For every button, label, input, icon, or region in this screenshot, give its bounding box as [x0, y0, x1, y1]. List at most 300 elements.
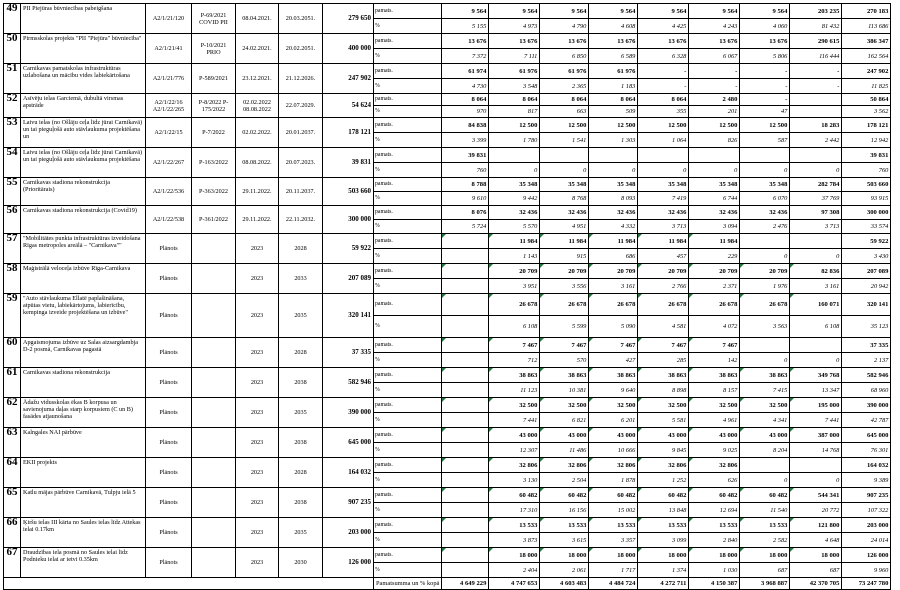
principal-value — [442, 294, 489, 316]
table-row — [4, 64, 891, 79]
principal-value: 203 000 — [842, 518, 891, 533]
percent-value: 9 389 — [842, 473, 891, 488]
percent-label: % — [374, 473, 442, 488]
principal-value: - — [689, 64, 740, 79]
totals-label: Pamatsumma un % kopā — [374, 578, 442, 590]
percent-value: 0 — [790, 353, 842, 368]
principal-value: 12 500 — [638, 118, 689, 133]
percent-value: 6 589 — [589, 49, 638, 64]
percent-value: 4 973 — [489, 19, 540, 34]
percent-value: 4 341 — [740, 413, 790, 428]
loan-total: 400 000 — [323, 34, 374, 64]
principal-value: 13 533 — [489, 518, 540, 533]
loan-total: 582 946 — [323, 368, 374, 398]
end-date: 2028 — [279, 338, 323, 368]
percent-value — [442, 316, 489, 338]
principal-value: 195 000 — [790, 398, 842, 413]
agreement-code: Plānots — [146, 264, 192, 294]
start-date: 08.04.2021. — [236, 4, 279, 34]
principal-value: 35 348 — [540, 178, 589, 192]
principal-value: 97 308 — [790, 206, 842, 220]
end-date: 2030 — [279, 548, 323, 578]
table-row — [4, 368, 891, 383]
end-date: 2028 — [279, 234, 323, 264]
principal-value: 38 863 — [540, 368, 589, 383]
principal-value: 12 500 — [589, 118, 638, 133]
percent-value: 11 486 — [540, 443, 589, 458]
project-name-text: Carnikavas pamatskolas infrastruktūras uzlabošana un mācību vides labiekārtošana — [23, 65, 130, 79]
principal-value: 32 436 — [489, 206, 540, 220]
end-date: 2028 — [279, 458, 323, 488]
project-name — [21, 458, 146, 488]
percent-value: 6 201 — [589, 413, 638, 428]
percent-value: 626 — [689, 473, 740, 488]
percent-value: 8 768 — [540, 192, 589, 206]
percent-value: - — [790, 79, 842, 94]
decision-doc — [192, 488, 236, 518]
decision-doc — [192, 234, 236, 264]
principal-value — [790, 234, 842, 249]
percent-value: 3 713 — [790, 220, 842, 234]
principal-value — [442, 338, 489, 353]
principal-value: 60 482 — [589, 488, 638, 503]
principal-value: 38 863 — [638, 368, 689, 383]
loan-total: 54 624 — [323, 94, 374, 118]
principal-value: 26 678 — [638, 294, 689, 316]
agreement-code: A2/1/21/120 — [146, 4, 192, 34]
percent-value: 3 357 — [589, 533, 638, 548]
row-number: 62 — [4, 398, 21, 428]
project-name — [21, 94, 146, 118]
percent-value: 13 347 — [790, 383, 842, 398]
end-date: 2033 — [279, 264, 323, 294]
percent-value: 76 301 — [842, 443, 891, 458]
principal-value — [740, 338, 790, 353]
percent-value: 2 404 — [489, 563, 540, 578]
principal-value: - — [740, 64, 790, 79]
percent-value: 2 766 — [638, 279, 689, 294]
principal-value: 43 000 — [740, 428, 790, 443]
percent-label: % — [374, 79, 442, 94]
table-row — [4, 234, 891, 249]
principal-value: 39 831 — [442, 148, 489, 163]
principal-value: 32 436 — [540, 206, 589, 220]
decision-doc: P-7/2022 — [192, 118, 236, 148]
project-name-text: Ķiršu ielas III kārta no Saules ielas līdz Attekas ielai 0.17km — [23, 519, 141, 533]
principal-label: pamats. — [374, 398, 442, 413]
row-number: 51 — [4, 64, 21, 94]
percent-value: 2 476 — [740, 220, 790, 234]
percent-value: 3 430 — [842, 249, 891, 264]
percent-value: 0 — [740, 249, 790, 264]
percent-value: 587 — [740, 133, 790, 148]
percent-value: 2 840 — [689, 533, 740, 548]
principal-value: 13 676 — [489, 34, 540, 49]
decision-doc: P-10/2021 PRIO — [192, 34, 236, 64]
percent-value: 0 — [790, 163, 842, 178]
project-name — [21, 178, 146, 206]
percent-value: 457 — [638, 249, 689, 264]
percent-value: 4 581 — [638, 316, 689, 338]
project-name-text: Laivu ielas (no Ošlāju ceļa līdz jūrai Carnikavā) un tai pieguļošā auto stāvlaukuma projektēšana un — [23, 119, 143, 140]
agreement-code: Plānots — [146, 488, 192, 518]
totals-value: 3 968 887 — [740, 578, 790, 590]
principal-value: 26 678 — [689, 294, 740, 316]
start-date: 2023 — [236, 368, 279, 398]
principal-value — [790, 338, 842, 353]
principal-label: pamats. — [374, 368, 442, 383]
percent-value: 3 563 — [740, 316, 790, 338]
principal-value: 8 064 — [638, 94, 689, 106]
loan-total: 37 335 — [323, 338, 374, 368]
table-row — [4, 118, 891, 133]
principal-value — [442, 234, 489, 249]
percent-value: 826 — [689, 133, 740, 148]
percent-value: 4 951 — [540, 220, 589, 234]
loan-total: 279 650 — [323, 4, 374, 34]
principal-label: pamats. — [374, 338, 442, 353]
principal-value: 9 564 — [489, 4, 540, 19]
table-row — [4, 398, 891, 413]
end-date: 20.03.2051. — [279, 4, 323, 34]
principal-value: 8 064 — [589, 94, 638, 106]
principal-label: pamats. — [374, 206, 442, 220]
principal-value: 300 000 — [842, 206, 891, 220]
percent-value: 2 442 — [790, 133, 842, 148]
row-number: 49 — [4, 4, 21, 34]
principal-value: 59 922 — [842, 234, 891, 249]
project-name — [21, 64, 146, 94]
percent-value: 760 — [842, 163, 891, 178]
table-row — [4, 206, 891, 220]
percent-value: 107 322 — [842, 503, 891, 518]
decision-doc — [192, 428, 236, 458]
start-date: 08.08.2022. — [236, 148, 279, 178]
table-row — [4, 548, 891, 563]
row-number: 67 — [4, 548, 21, 578]
percent-value: 6 108 — [489, 316, 540, 338]
principal-value: 11 984 — [589, 234, 638, 249]
percent-value: 2 582 — [740, 533, 790, 548]
percent-value: 1 541 — [540, 133, 589, 148]
row-number: 60 — [4, 338, 21, 368]
start-date: 2023 — [236, 518, 279, 548]
start-date: 2023 — [236, 488, 279, 518]
principal-value: 907 235 — [842, 488, 891, 503]
start-date: 29.11.2022. — [236, 178, 279, 206]
principal-value: 12 500 — [740, 118, 790, 133]
end-date: 2035 — [279, 294, 323, 338]
percent-label: % — [374, 503, 442, 518]
percent-value: 42 787 — [842, 413, 891, 428]
agreement-code: A2/1/22/536 — [146, 178, 192, 206]
percent-value: 33 574 — [842, 220, 891, 234]
row-number: 58 — [4, 264, 21, 294]
start-date: 02.02.2022. — [236, 118, 279, 148]
principal-value: 35 348 — [589, 178, 638, 192]
percent-value: 11 825 — [842, 79, 891, 94]
percent-value: 427 — [589, 353, 638, 368]
percent-value: 4 332 — [589, 220, 638, 234]
end-date: 21.12.2026. — [279, 64, 323, 94]
percent-label: % — [374, 533, 442, 548]
decision-doc — [192, 548, 236, 578]
percent-value: 6 070 — [740, 192, 790, 206]
percent-value: 0 — [790, 249, 842, 264]
loan-table — [3, 3, 891, 590]
agreement-code: A2/1/21/776 — [146, 64, 192, 94]
principal-value: 18 283 — [790, 118, 842, 133]
principal-value: 13 533 — [689, 518, 740, 533]
principal-value: 13 676 — [442, 34, 489, 49]
principal-value: 43 000 — [638, 428, 689, 443]
percent-value: 3 094 — [689, 220, 740, 234]
percent-value — [442, 473, 489, 488]
percent-value: 915 — [540, 249, 589, 264]
project-name — [21, 518, 146, 548]
percent-value: 11 123 — [489, 383, 540, 398]
principal-value — [740, 458, 790, 473]
principal-value: 11 984 — [689, 234, 740, 249]
end-date: 20.07.2023. — [279, 148, 323, 178]
totals-row — [4, 578, 891, 590]
principal-label: pamats. — [374, 148, 442, 163]
percent-value: 285 — [638, 353, 689, 368]
totals-value: 73 247 780 — [842, 578, 891, 590]
percent-value: 2 061 — [540, 563, 589, 578]
project-name-text: Apgaismojuma izbūve uz Salas aizsargdambja D-2 posmā, Carnikavas pagastā — [23, 339, 139, 353]
project-name — [21, 398, 146, 428]
principal-value: 13 676 — [540, 34, 589, 49]
principal-value: 9 564 — [589, 4, 638, 19]
percent-label: % — [374, 133, 442, 148]
percent-label: % — [374, 316, 442, 338]
agreement-code: Plānots — [146, 548, 192, 578]
percent-value: 47 — [740, 106, 790, 118]
principal-value: 11 984 — [540, 234, 589, 249]
principal-value: 38 863 — [740, 368, 790, 383]
loan-total: 390 000 — [323, 398, 374, 428]
principal-value: 20 709 — [689, 264, 740, 279]
loan-total: 300 000 — [323, 206, 374, 234]
agreement-code: Plānots — [146, 294, 192, 338]
percent-value — [442, 563, 489, 578]
principal-value: 35 348 — [638, 178, 689, 192]
principal-value: 203 235 — [790, 4, 842, 19]
percent-value: 687 — [790, 563, 842, 578]
percent-value: 0 — [638, 163, 689, 178]
principal-value: 13 676 — [689, 34, 740, 49]
principal-value: 43 000 — [689, 428, 740, 443]
principal-value: 84 838 — [442, 118, 489, 133]
table-row — [4, 34, 891, 49]
percent-value: 1 183 — [589, 79, 638, 94]
totals-value: 4 484 724 — [589, 578, 638, 590]
percent-value: 8 093 — [589, 192, 638, 206]
percent-value — [442, 353, 489, 368]
percent-value: 93 915 — [842, 192, 891, 206]
percent-value: 686 — [589, 249, 638, 264]
percent-value: 11 540 — [740, 503, 790, 518]
loan-total: 320 141 — [323, 294, 374, 338]
project-name-text: Asīvēju ielas Garciemā, dubultā virsmas apstrāde — [23, 95, 124, 109]
row-number: 54 — [4, 148, 21, 178]
principal-value: 32 806 — [489, 458, 540, 473]
percent-value: 10 666 — [589, 443, 638, 458]
percent-value: 5 806 — [740, 49, 790, 64]
percent-value: 20 772 — [790, 503, 842, 518]
row-number: 64 — [4, 458, 21, 488]
percent-value: 4 425 — [638, 19, 689, 34]
principal-value: 8 076 — [442, 206, 489, 220]
percent-value: 3 713 — [638, 220, 689, 234]
principal-value — [638, 148, 689, 163]
start-date: 2023 — [236, 458, 279, 488]
percent-value: 0 — [740, 473, 790, 488]
principal-value: 390 000 — [842, 398, 891, 413]
principal-value: 43 000 — [589, 428, 638, 443]
loan-total: 247 902 — [323, 64, 374, 94]
percent-value: 3 556 — [540, 279, 589, 294]
principal-value — [442, 428, 489, 443]
loan-total: 207 089 — [323, 264, 374, 294]
percent-value: 9 845 — [638, 443, 689, 458]
percent-label: % — [374, 163, 442, 178]
principal-value: 82 836 — [790, 264, 842, 279]
principal-value: 18 000 — [689, 548, 740, 563]
agreement-code: Plānots — [146, 338, 192, 368]
principal-value: 12 500 — [689, 118, 740, 133]
principal-value: 9 564 — [689, 4, 740, 19]
end-date: 2035 — [279, 398, 323, 428]
principal-value: - — [638, 64, 689, 79]
end-date: 20.01.2037. — [279, 118, 323, 148]
percent-value: 3 130 — [489, 473, 540, 488]
percent-value: 6 328 — [638, 49, 689, 64]
decision-doc: P-361/2022 — [192, 206, 236, 234]
percent-value: 9 640 — [589, 383, 638, 398]
agreement-code: Plānots — [146, 234, 192, 264]
percent-value — [442, 413, 489, 428]
percent-value: 1 303 — [589, 133, 638, 148]
principal-value: 60 482 — [689, 488, 740, 503]
agreement-code: A2/1/22/538 — [146, 206, 192, 234]
principal-value: 7 467 — [540, 338, 589, 353]
row-number: 66 — [4, 518, 21, 548]
start-date: 2023 — [236, 294, 279, 338]
percent-value: 12 694 — [689, 503, 740, 518]
principal-label: pamats. — [374, 64, 442, 79]
totals-value: 4 272 711 — [638, 578, 689, 590]
percent-value: 3 615 — [540, 533, 589, 548]
principal-value — [489, 148, 540, 163]
percent-value: 6 821 — [540, 413, 589, 428]
percent-value: 4 072 — [689, 316, 740, 338]
principal-value — [740, 234, 790, 249]
project-name — [21, 368, 146, 398]
percent-value: 687 — [740, 563, 790, 578]
percent-value — [442, 533, 489, 548]
principal-value: 9 564 — [442, 4, 489, 19]
percent-label: % — [374, 353, 442, 368]
project-name-text: Carnikavas stadiona rekonstrukcija — [23, 369, 110, 376]
project-name-text: Draudzības iela posmā no Saules ielai līdz Podnieku ielai ar ietvi 0.35km — [23, 549, 128, 563]
principal-value: - — [790, 64, 842, 79]
percent-value: 0 — [540, 163, 589, 178]
loan-total: 645 000 — [323, 428, 374, 458]
principal-value: 20 709 — [638, 264, 689, 279]
start-date: 2023 — [236, 234, 279, 264]
principal-value: 35 348 — [689, 178, 740, 192]
percent-value: 355 — [638, 106, 689, 118]
principal-value: 9 564 — [540, 4, 589, 19]
principal-label: pamats. — [374, 178, 442, 192]
percent-label: % — [374, 49, 442, 64]
principal-value: 8 064 — [442, 94, 489, 106]
project-name — [21, 338, 146, 368]
percent-value: 570 — [540, 353, 589, 368]
percent-value: 20 942 — [842, 279, 891, 294]
percent-value: 0 — [740, 163, 790, 178]
percent-value: 12 307 — [489, 443, 540, 458]
principal-value: 39 831 — [842, 148, 891, 163]
percent-value: 142 — [689, 353, 740, 368]
percent-value: 4 730 — [442, 79, 489, 94]
principal-value: 38 863 — [489, 368, 540, 383]
principal-value — [442, 488, 489, 503]
decision-doc: P-69/2021 COVID PII — [192, 4, 236, 34]
row-number: 55 — [4, 178, 21, 206]
percent-value: 8 898 — [638, 383, 689, 398]
totals-value: 42 370 705 — [790, 578, 842, 590]
totals-value: 4 150 387 — [689, 578, 740, 590]
percent-value: 3 399 — [442, 133, 489, 148]
percent-value: 4 790 — [540, 19, 589, 34]
loan-total: 39 831 — [323, 148, 374, 178]
percent-value: 1 252 — [638, 473, 689, 488]
percent-value: 0 — [489, 163, 540, 178]
principal-value: 20 709 — [740, 264, 790, 279]
percent-value — [442, 503, 489, 518]
agreement-code: A2/1/21/41 — [146, 34, 192, 64]
decision-doc — [192, 368, 236, 398]
percent-value: 5 570 — [489, 220, 540, 234]
principal-value: 8 064 — [540, 94, 589, 106]
decision-doc — [192, 398, 236, 428]
loan-total: 503 660 — [323, 178, 374, 206]
principal-value: 12 500 — [489, 118, 540, 133]
principal-label: pamats. — [374, 34, 442, 49]
principal-value: 43 000 — [540, 428, 589, 443]
principal-value: 32 500 — [589, 398, 638, 413]
principal-label: pamats. — [374, 488, 442, 503]
start-date: 29.11.2022. — [236, 206, 279, 234]
start-date: 2023 — [236, 428, 279, 458]
principal-value: 2 480 — [689, 94, 740, 106]
percent-label: % — [374, 383, 442, 398]
project-name-text: EKII projekts — [23, 459, 57, 466]
percent-value: 8 157 — [689, 383, 740, 398]
principal-value: 8 788 — [442, 178, 489, 192]
start-date: 02.02.2022 08.08.2022 — [236, 94, 279, 118]
principal-value: 207 089 — [842, 264, 891, 279]
table-row — [4, 148, 891, 163]
principal-label: pamats. — [374, 234, 442, 249]
end-date: 2038 — [279, 488, 323, 518]
percent-value: 4 648 — [790, 533, 842, 548]
percent-value: - — [638, 79, 689, 94]
principal-value: 282 784 — [790, 178, 842, 192]
